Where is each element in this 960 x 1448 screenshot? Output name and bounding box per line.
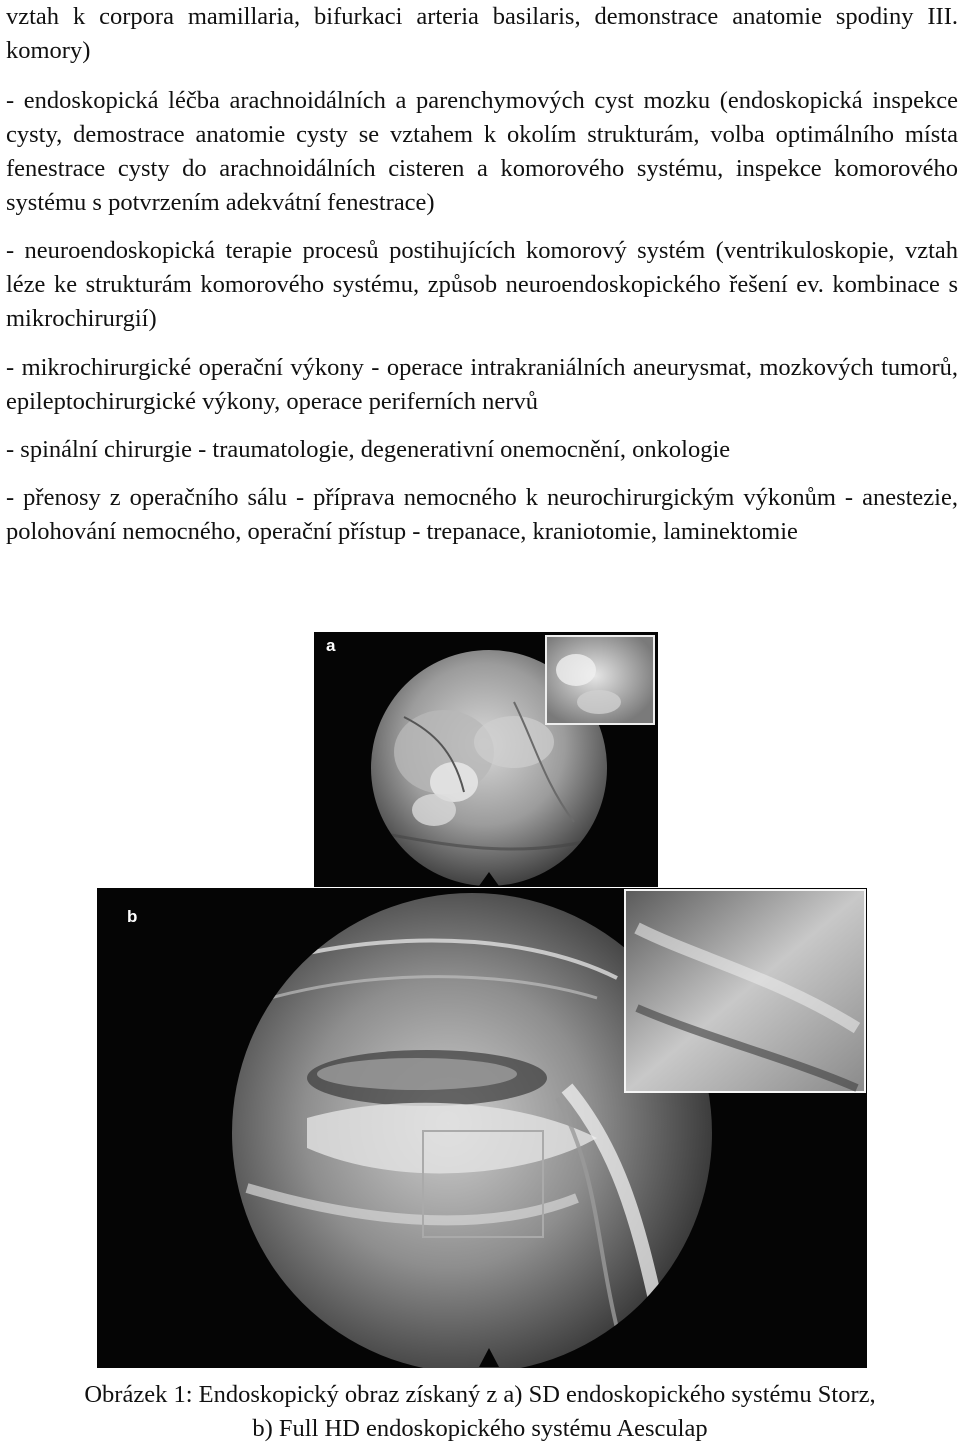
endoscopic-image-a bbox=[314, 632, 658, 887]
endoscopic-photo-a bbox=[314, 632, 658, 887]
caption-line-1: Obrázek 1: Endoskopický obraz získaný z a) SD endoskopického systému Storz, bbox=[84, 1381, 876, 1408]
panel-label-b: b bbox=[127, 907, 138, 926]
body-text bbox=[6, 0, 958, 549]
endoscopic-photo-b bbox=[97, 888, 867, 1368]
paragraph-1: vztah k corpora mamillaria, bifurkaci arteria basilaris, demonstrace anatomie spodiny III. komory) bbox=[6, 3, 958, 64]
paragraph-5: - spinální chirurgie - traumatologie, degenerativní onemocnění, onkologie bbox=[6, 436, 731, 463]
figure-caption bbox=[0, 1378, 960, 1446]
inset-zoom-b bbox=[625, 890, 865, 1092]
paragraph-2: - endoskopická léčba arachnoidálních a parenchymových cyst mozku (endoskopická inspekce cysty, demostrace anatomie cysty se vztahem k okolím strukturám, volba optimálního místa fenestrace cysty do arachnoidálních cisteren a komorového systému, inspekce komorového systému s potvrzením adekvátní fenestrace) bbox=[6, 87, 958, 216]
paragraph-6: - přenosy z operačního sálu - příprava nemocného k neurochirurgickým výkonům - anestezie, polohování nemocného, operační přístup - trepanace, kraniotomie, laminektomie bbox=[6, 484, 958, 545]
endoscopic-image-b bbox=[97, 888, 867, 1368]
caption-line-2: b) Full HD endoskopického systému Aesculap bbox=[252, 1415, 708, 1442]
paragraph-4: - mikrochirurgické operační výkony - operace intrakraniálních aneurysmat, mozkových tumorů, epileptochirurgické výkony, operace periferních nervů bbox=[6, 354, 958, 415]
panel-label-a: a bbox=[326, 636, 336, 655]
paragraph-3: - neuroendoskopická terapie procesů postihujících komorový systém (ventrikuloskopie, vztah léze ke strukturám komorového systému, způsob neuroendoskopického řešení ev. kombinace s mikrochirurgií) bbox=[6, 237, 958, 332]
